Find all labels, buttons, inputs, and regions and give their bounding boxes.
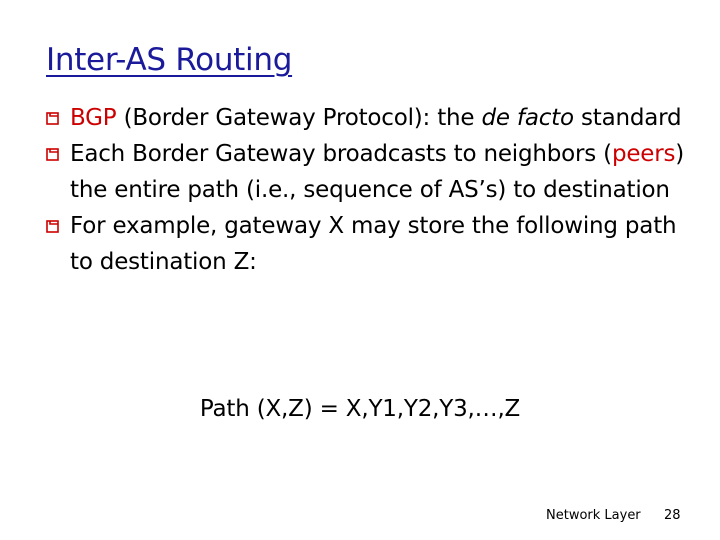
bullet-text: For example, gateway X may store the following path to destination Z: bbox=[70, 213, 677, 275]
bullet-item-broadcast bbox=[46, 136, 706, 208]
checkbox-bullet-icon bbox=[46, 112, 59, 125]
peers-term: peers bbox=[611, 141, 676, 167]
bullet-list bbox=[46, 100, 706, 280]
slide-title: Inter-AS Routing bbox=[46, 42, 293, 78]
bullet-text: Each Border Gateway broadcasts to neighbors ( bbox=[70, 141, 612, 167]
de-facto-term: de facto bbox=[481, 105, 574, 131]
bullet-item-example bbox=[46, 208, 706, 280]
bullet-text: (Border Gateway Protocol): the bbox=[116, 105, 482, 131]
checkbox-bullet-icon bbox=[46, 148, 59, 161]
bullet-text: standard bbox=[573, 105, 682, 131]
bullet-text: ) the entire path (i.e., sequence of AS’s) to destination bbox=[70, 141, 685, 203]
checkbox-bullet-icon bbox=[46, 220, 59, 233]
path-example: Path (X,Z) = X,Y1,Y2,Y3,…,Z bbox=[199, 396, 521, 422]
bgp-term: BGP bbox=[70, 105, 117, 131]
page-number: 28 bbox=[664, 508, 681, 523]
footer-section-label: Network Layer bbox=[546, 508, 641, 523]
bullet-item-bgp bbox=[46, 100, 706, 136]
